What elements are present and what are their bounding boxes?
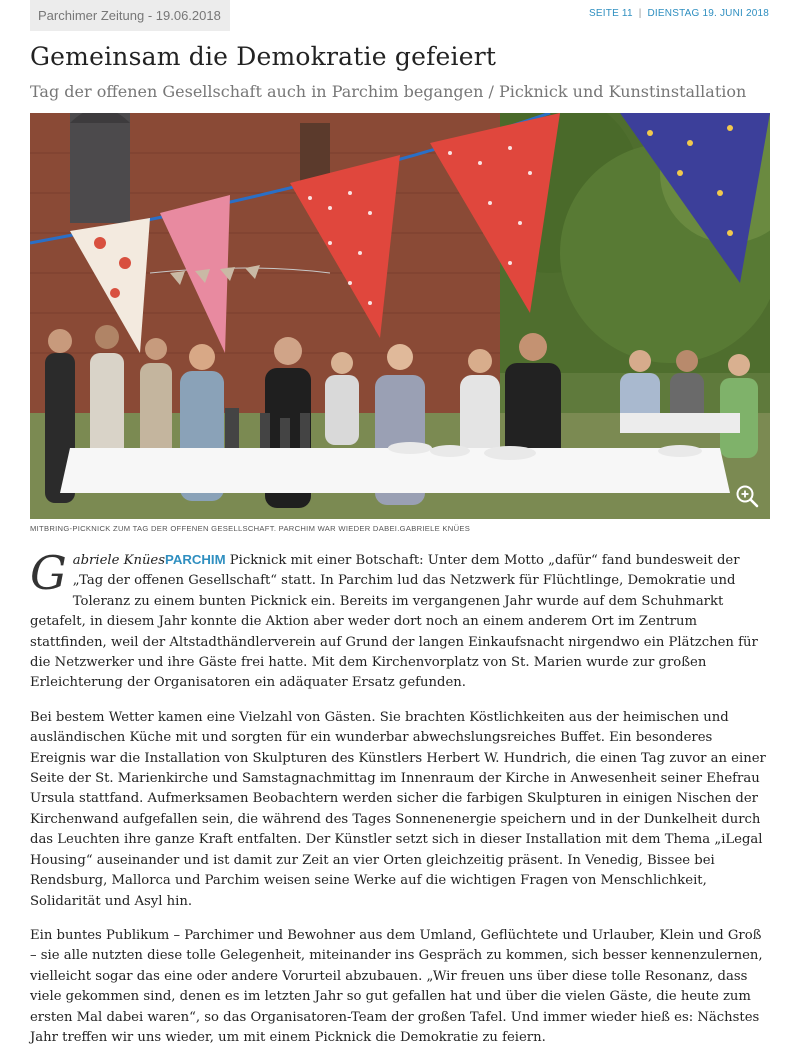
byline-place: PARCHIM <box>165 552 226 567</box>
source-label: Parchimer Zeitung - 19.06.2018 <box>30 0 230 31</box>
article-body <box>30 546 770 1062</box>
paragraph-3: Ein buntes Publikum – Parchimer und Bewohner aus dem Umland, Geflüchtete und Urlauber, Klein und Groß – sie alle nutzten diese tolle Gelegenheit, miteinander ins Gespräch zu kommen, sich besser kennenzulernen, vielleicht sogar das eine oder andere Vorurteil abzubauen. „Wir freuen uns über diese tolle Resonanz, dass viele gekommen sind, denen es im letzten Jahr so gut gefallen hat und über die vielen Gäste, die heute zum ersten Mal dabei waren“, so das Organisatoren-Team der großen Tafel. Und immer wieder hieß es: Nächstes Jahr treffen wir uns wieder, um mit einem Picknick die Demokratie zu feiern. <box>30 927 763 1045</box>
picnic-scene <box>30 113 770 519</box>
paragraph-2: Bei bestem Wetter kamen eine Vielzahl von Gästen. Sie brachten Köstlichkeiten aus der heimischen und ausländischen Küche mit und sorgten für ein wunderbar abwechslungsreiches Buffet. Ein besonderes Ereignis war die Installation von Skulpturen des Künstlers Herbert W. Hundrich, die einen Tag zuvor an einer Seite der St. Marienkirche und Samstagnachmittag im Innenraum der Kirche in Anwesenheit seiner Ehefrau Ursula stattfand. Aufmerksamen Beobachtern werden sicher die farbigen Skulpturen in einigen Nischen der Kirchenwand aufgefallen sein, die während des Tages Sonnenenergie speichern und in der Dunkelheit durch das Leuchten ihre ganze Kraft entfalten. Der Künstler setzt sich in dieser Installation mit dem Thema „iLegal Housing“ auseinander und ist damit zur Zeit an vier Orten gleichzeitig präsent. In Venedig, Bissee bei Rendsburg, Mallorca und Parchim weisen seine Werke auf die wichtigen Fragen von Menschlichkeit, Solidarität und Asyl hin. <box>30 709 766 909</box>
headline: Gemeinsam die Demokratie gefeiert <box>30 42 497 71</box>
zoom-in-icon[interactable] <box>734 483 760 509</box>
article-photo <box>30 113 770 519</box>
photo-caption: MITBRING-PICKNICK ZUM TAG DER OFFENEN GESELLSCHAFT. PARCHIM WAR WIEDER DABEI.GABRIELE KNÜES <box>30 524 471 533</box>
subheadline: Tag der offenen Gesellschaft auch in Parchim begangen / Picknick und Kunstinstallation <box>30 82 747 101</box>
top-bar <box>0 0 795 34</box>
byline-author: abriele Knües <box>72 553 166 568</box>
paragraph-1-text: Picknick mit einer Botschaft: Unter dem Motto „dafür“ fand bundesweit der „Tag der offenen Gesellschaft“ statt. In Parchim lud das Netzwerk für Flüchtlinge, Demokratie und Toleranz zu einem bunten Picknick ein. Bereits im vergangenen Jahr wurde auf dem Schuhmarkt getafelt, in diesem Jahr konnte die Aktion aber weder dort noch an einem anderem Ort im Zentrum stattfinden, weil der Altstadthändlerverein auf Grund der langen Einkaufsnacht nirgendwo ein Plätzchen für die Netzwerker und ihre Gäste frei hatte. Mit dem Kirchenvorplatz von St. Marien wurde zur großen Erleichterung der Organisatoren ein adäquater Ersatz gefunden. <box>30 553 758 691</box>
paragraph-1 <box>30 546 770 694</box>
page-number: SEITE 11 <box>589 8 633 19</box>
page-info <box>589 8 769 19</box>
issue-date: DIENSTAG 19. JUNI 2018 <box>647 8 769 19</box>
drop-cap: G <box>30 546 67 600</box>
separator: | <box>638 8 642 19</box>
